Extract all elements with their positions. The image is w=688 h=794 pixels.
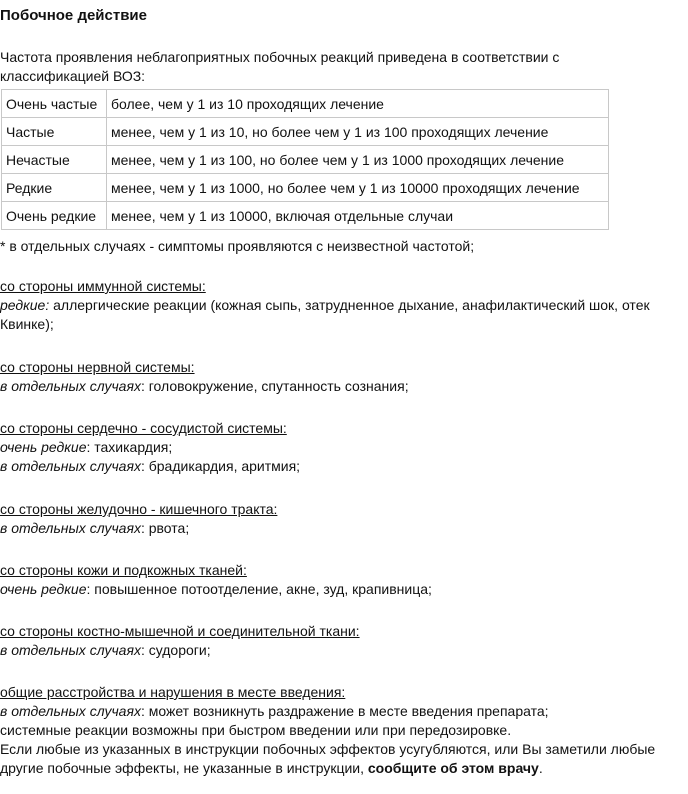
musculo-section [0,622,680,660]
table-row [2,202,609,230]
frequency-table [1,89,609,230]
frequency-term: Редкие [2,174,107,202]
section-heading: со стороны сердечно - сосудистой системы: [0,420,287,436]
section-title: Побочное действие [0,7,147,24]
footnote: * в отдельных случаях - симптомы проявляются с неизвестной частотой; [0,238,475,254]
effect-text: : рвота; [140,520,190,536]
section-heading: со стороны нервной системы: [0,359,195,375]
frequency-term: Очень частые [2,90,107,118]
frequency-label: в отдельных случаях [0,642,141,658]
advice-text: Если любые из указанных в инструкции побочных эффектов усугубляются, или Вы заметили любые другие побочные эффекты, не указанные в инструкции, [0,741,656,776]
effect-text: : головокружение, спутанность сознания; [140,378,409,394]
section-heading: со стороны иммунной системы: [0,278,206,294]
frequency-label: в отдельных случаях [0,520,141,536]
general-section [0,683,680,778]
effect-text: : тахикардия; [86,439,173,455]
table-row [2,174,609,202]
frequency-label: очень редкие [0,439,87,455]
intro-paragraph: Частота проявления неблагоприятных побочных реакций приведена в соответствии с классификацией ВОЗ: [0,49,560,84]
frequency-label: очень редкие [0,581,87,597]
frequency-label: в отдельных случаях [0,378,141,394]
frequency-term: Очень редкие [2,202,107,230]
frequency-label: в отдельных случаях [0,703,141,719]
frequency-term: Нечастые [2,146,107,174]
effect-text: : повышенное потоотделение, акне, зуд, крапивница; [86,581,432,597]
frequency-definition: менее, чем у 1 из 1000, но более чем у 1 из 10000 проходящих лечение [107,174,609,202]
table-row [2,118,609,146]
cardio-section [0,419,680,476]
section-heading: со стороны кожи и подкожных тканей: [0,562,247,578]
section-heading: со стороны костно-мышечной и соединительной ткани: [0,623,360,639]
section-heading: общие расстройства и нарушения в месте введения: [0,684,346,700]
advice-emphasis: сообщите об этом врачу [367,760,539,776]
nervous-section [0,358,680,396]
effect-text: аллергические реакции (кожная сыпь, затрудненное дыхание, анафилактический шок, отек Квинке); [0,297,650,332]
frequency-definition: менее, чем у 1 из 10000, включая отдельные случаи [107,202,609,230]
frequency-definition: более, чем у 1 из 10 проходящих лечение [107,90,609,118]
section-heading: со стороны желудочно - кишечного тракта: [0,501,278,517]
frequency-term: Частые [2,118,107,146]
skin-section [0,561,680,599]
effect-text: : брадикардия, аритмия; [140,458,301,474]
frequency-label: в отдельных случаях [0,458,141,474]
frequency-definition: менее, чем у 1 из 100, но более чем у 1 из 1000 проходящих лечение [107,146,609,174]
frequency-definition: менее, чем у 1 из 10, но более чем у 1 из 100 проходящих лечение [107,118,609,146]
advice-end: . [538,760,543,776]
table-row [2,146,609,174]
gi-section [0,500,680,538]
effect-text: : может возникнуть раздражение в месте введения препарата; [140,703,549,719]
effect-text: системные реакции возможны при быстром введении или при передозировке. [0,722,512,738]
table-row [2,90,609,118]
immune-section [0,277,680,334]
effect-text: : судороги; [140,642,211,658]
frequency-label: редкие: [0,297,50,313]
